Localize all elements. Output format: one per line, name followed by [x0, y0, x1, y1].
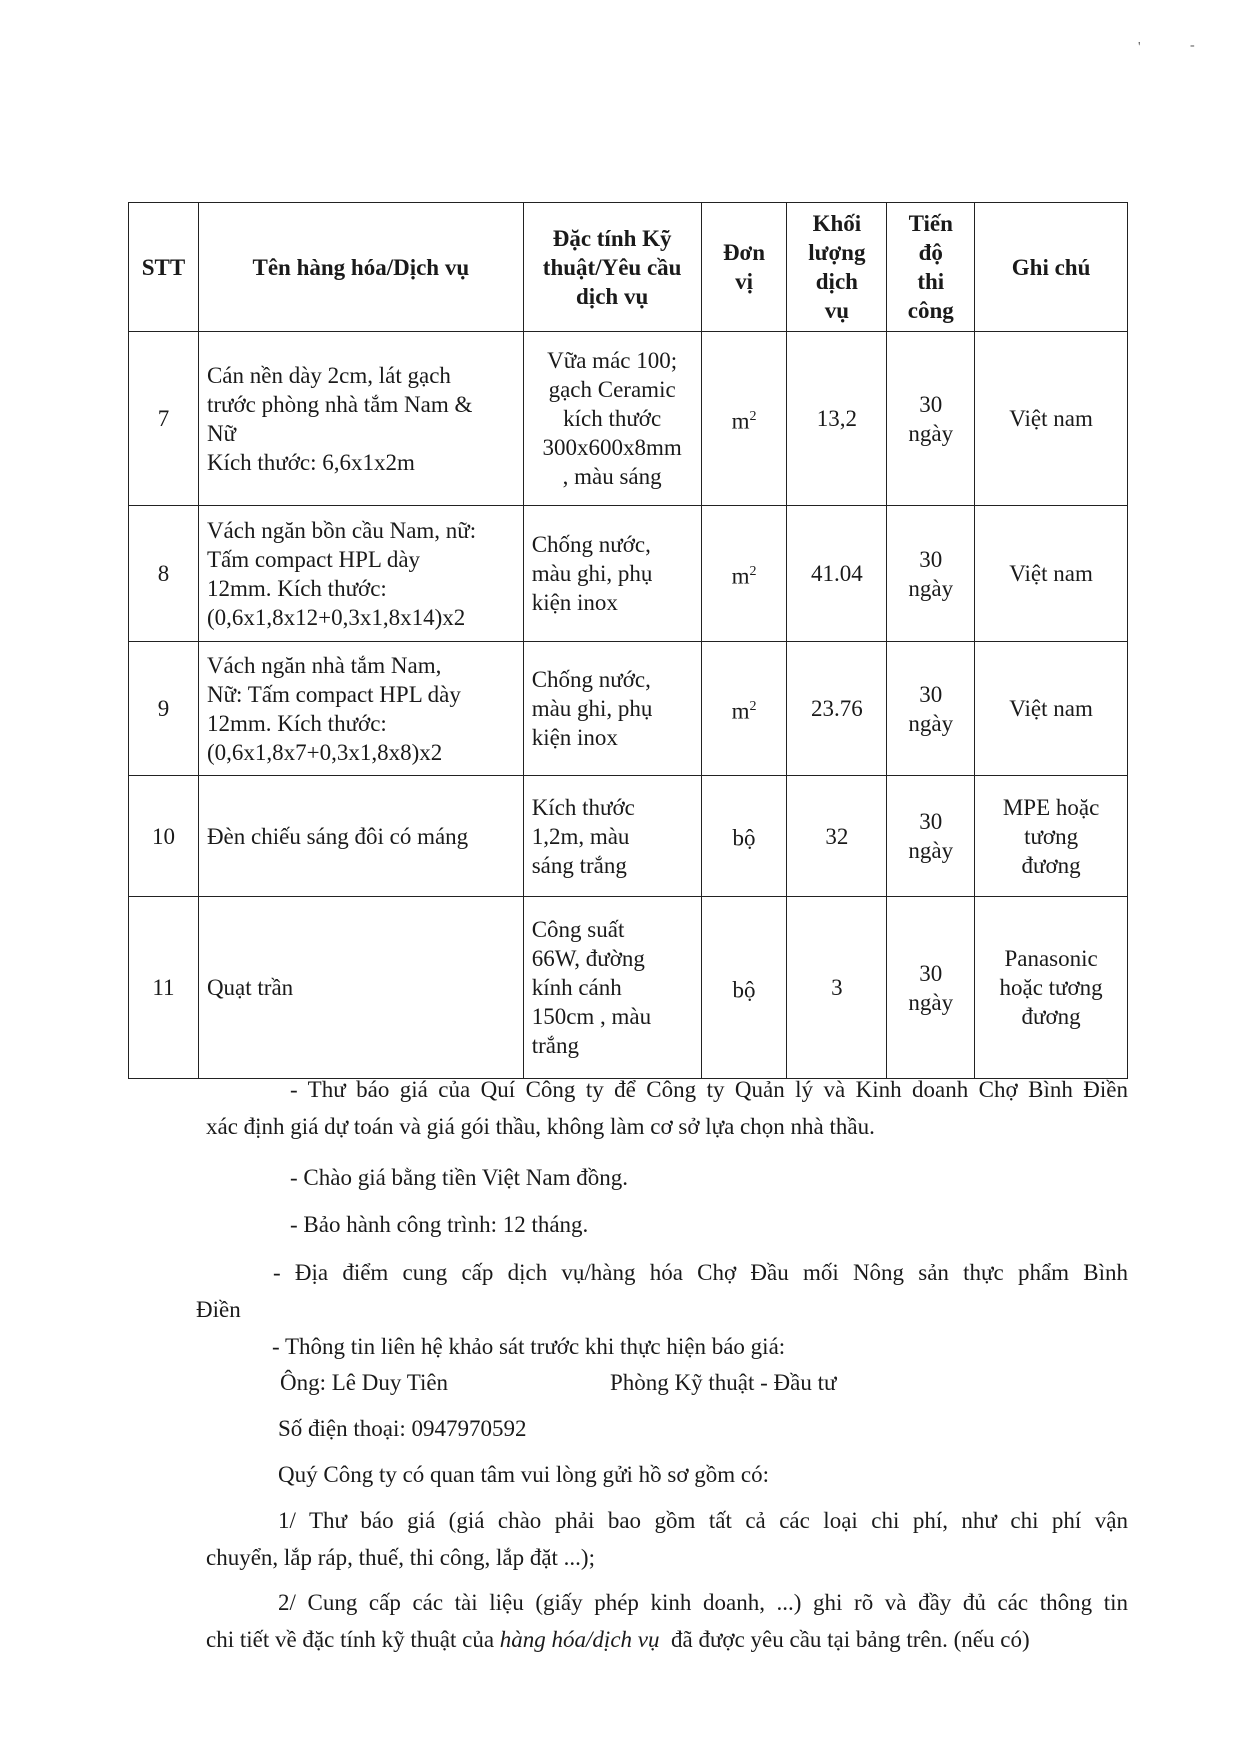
cell-name: Quạt trần: [198, 897, 523, 1079]
table-header-row: [129, 203, 1128, 332]
cell-note: Việt nam: [975, 332, 1128, 506]
contact-name: Ông: Lê Duy Tiên: [280, 1370, 449, 1395]
col-header-note: Ghi chú: [975, 203, 1128, 332]
note-purpose-line2: xác định giá dự toán và giá gói thầu, không làm cơ sở lựa chọn nhà thầu.: [206, 1114, 875, 1139]
cell-unit: [701, 897, 787, 1079]
cell-spec: Vữa mác 100; gạch Ceramic kích thước 300x600x8mm , màu sáng: [523, 332, 701, 506]
cell-time: 30 ngày: [887, 642, 975, 776]
table-row: [129, 332, 1128, 506]
cell-qty: 41.04: [787, 506, 887, 642]
scan-mark: -: [1190, 38, 1195, 53]
col-header-time: Tiến độ thi công: [887, 203, 975, 332]
table-row: [129, 776, 1128, 897]
cell-name: Vách ngăn bồn cầu Nam, nữ: Tấm compact HPL dày 12mm. Kích thước: (0,6x1,8x12+0,3x1,8x14)x2: [198, 506, 523, 642]
note-item1-line1: 1/ Thư báo giá (giá chào phải bao gồm tất cả các loại chi phí, như chi phí vận: [278, 1508, 1128, 1533]
note-item2-line1: 2/ Cung cấp các tài liệu (giấy phép kinh doanh, ...) ghi rõ và đầy đủ các thông tin: [278, 1590, 1128, 1615]
cell-unit: [701, 506, 787, 642]
col-header-stt: STT: [129, 203, 199, 332]
cell-stt: 10: [129, 776, 199, 897]
col-header-spec: Đặc tính Kỹ thuật/Yêu cầu dịch vụ: [523, 203, 701, 332]
cell-name: Vách ngăn nhà tắm Nam, Nữ: Tấm compact HPL dày 12mm. Kích thước: (0,6x1,8x7+0,3x1,8x8)x2: [198, 642, 523, 776]
cell-unit: [701, 776, 787, 897]
scan-mark: ': [1138, 40, 1141, 55]
cell-unit: [701, 332, 787, 506]
unit-text: m: [731, 563, 750, 589]
note-warranty: - Bảo hành công trình: 12 tháng.: [290, 1212, 589, 1237]
cell-spec: Chống nước, màu ghi, phụ kiện inox: [523, 506, 701, 642]
note-contact-intro: - Thông tin liên hệ khảo sát trước khi thực hiện báo giá:: [272, 1334, 786, 1359]
cell-qty: 32: [787, 776, 887, 897]
goods-table: [128, 202, 1128, 1079]
note-item2-text-b: đã được yêu cầu tại bảng trên. (nếu có): [659, 1627, 1030, 1652]
cell-note: Panasonic hoặc tương đương: [975, 897, 1128, 1079]
unit-text: m: [731, 408, 750, 434]
unit-text: bộ: [732, 977, 756, 1003]
unit-superscript: 2: [749, 698, 757, 714]
unit-text: bộ: [732, 825, 756, 851]
cell-note: Việt nam: [975, 642, 1128, 776]
table-row: [129, 506, 1128, 642]
unit-superscript: 2: [749, 563, 757, 579]
contact-department: Phòng Kỹ thuật - Đầu tư: [610, 1370, 837, 1395]
col-header-unit: Đơn vị: [701, 203, 787, 332]
cell-stt: 7: [129, 332, 199, 506]
cell-time: 30 ngày: [887, 897, 975, 1079]
unit-superscript: 2: [749, 408, 757, 424]
cell-stt: 9: [129, 642, 199, 776]
cell-spec: Chống nước, màu ghi, phụ kiện inox: [523, 642, 701, 776]
note-location-line1: - Địa điểm cung cấp dịch vụ/hàng hóa Chợ Đầu mối Nông sản thực phẩm Bình: [273, 1260, 1128, 1285]
cell-name: Đèn chiếu sáng đôi có máng: [198, 776, 523, 897]
table-row: [129, 897, 1128, 1079]
cell-stt: 8: [129, 506, 199, 642]
note-item2-emphasis: hàng hóa/dịch vụ: [499, 1627, 660, 1652]
cell-qty: 3: [787, 897, 887, 1079]
unit-text: m: [731, 698, 750, 724]
cell-time: 30 ngày: [887, 776, 975, 897]
cell-time: 30 ngày: [887, 506, 975, 642]
cell-spec: Công suất 66W, đường kính cánh 150cm , màu trắng: [523, 897, 701, 1079]
note-item2-line2: [206, 1627, 1030, 1653]
cell-note: Việt nam: [975, 506, 1128, 642]
contact-phone: Số điện thoại: 0947970592: [278, 1416, 527, 1441]
note-item2-text-a: chi tiết về đặc tính kỹ thuật của: [206, 1627, 500, 1652]
cell-unit: [701, 642, 787, 776]
note-purpose-line1: - Thư báo giá của Quí Công ty để Công ty Quản lý và Kinh doanh Chợ Bình Điền: [290, 1077, 1128, 1102]
cell-spec: Kích thước 1,2m, màu sáng trắng: [523, 776, 701, 897]
cell-note: MPE hoặc tương đương: [975, 776, 1128, 897]
note-item1-line2: chuyển, lắp ráp, thuế, thi công, lắp đặt ...);: [206, 1545, 595, 1570]
table-row: [129, 642, 1128, 776]
col-header-qty: Khối lượng dịch vụ: [787, 203, 887, 332]
cell-qty: 23.76: [787, 642, 887, 776]
note-location-line2: Điền: [196, 1297, 241, 1322]
cell-stt: 11: [129, 897, 199, 1079]
note-documents-intro: Quý Công ty có quan tâm vui lòng gửi hồ sơ gồm có:: [278, 1462, 769, 1487]
cell-time: 30 ngày: [887, 332, 975, 506]
cell-qty: 13,2: [787, 332, 887, 506]
col-header-name: Tên hàng hóa/Dịch vụ: [198, 203, 523, 332]
cell-name: Cán nền dày 2cm, lát gạch trước phòng nhà tắm Nam & Nữ Kích thước: 6,6x1x2m: [198, 332, 523, 506]
note-currency: - Chào giá bằng tiền Việt Nam đồng.: [290, 1165, 629, 1190]
